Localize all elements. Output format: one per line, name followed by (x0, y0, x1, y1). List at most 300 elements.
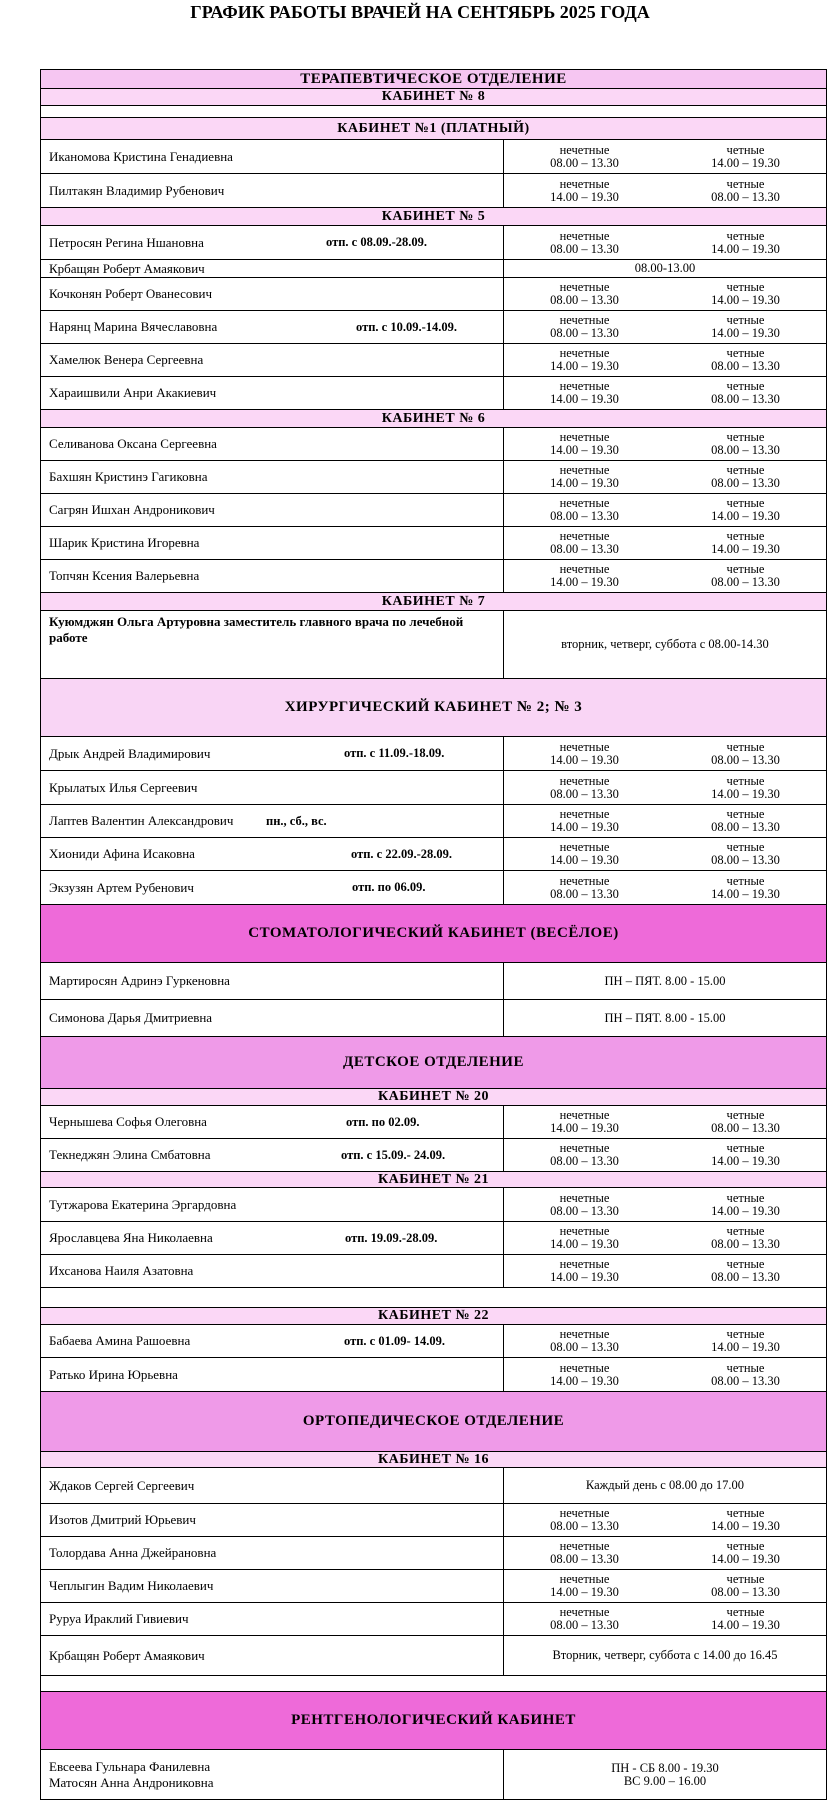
hours-cell (504, 527, 826, 559)
doctor-name (49, 385, 216, 401)
cabinet-header: КАБИНЕТ № 20 (41, 1088, 826, 1105)
doctor-name-cell (41, 1468, 504, 1503)
time-range: 14.00 – 19.30 (550, 189, 619, 204)
time-range: 08.00 – 13.30 (550, 241, 619, 256)
doctor-name (49, 746, 210, 762)
hours-cell (504, 963, 826, 999)
doctor-name (49, 469, 208, 485)
day-parity-label: четные (726, 773, 765, 788)
day-parity-label: нечетные (559, 280, 610, 294)
time-range: 14.00 – 19.30 (711, 1203, 780, 1218)
doctor-name (49, 502, 215, 518)
day-parity-label: четные (726, 1257, 765, 1271)
hours-cell (504, 771, 826, 804)
doctor-row (41, 1503, 826, 1536)
doctor-row (41, 493, 826, 526)
doctor-row (41, 460, 826, 493)
doctor-name-line: Иканомова Кристина Генадиевна (49, 148, 233, 164)
even-days-hours (665, 1106, 826, 1138)
hours-cell (504, 461, 826, 493)
even-days-hours (665, 771, 826, 804)
hours-line: ПН - СБ 8.00 - 19.30 (611, 1760, 719, 1775)
vacation-note: отп. с 22.09.-28.09. (351, 846, 453, 861)
doctor-name-line: Хараишвили Анри Акакиевич (49, 385, 217, 400)
time-range: 08.00 – 13.30 (711, 189, 780, 204)
even-days-hours (665, 838, 826, 870)
hours-text (504, 611, 826, 678)
day-parity-label: четные (726, 1141, 765, 1155)
day-parity-label: нечетные (559, 1257, 610, 1271)
day-parity-label: четные (726, 142, 765, 157)
doctor-name-line: Ихсанова Наиля Азатовна (49, 1263, 194, 1278)
doctor-name-cell (41, 1537, 504, 1569)
time-range: 14.00 – 19.30 (550, 359, 619, 373)
doctor-name-line: Крбащян Роберт Амаякович (49, 260, 205, 276)
doctor-name-cell (41, 1139, 504, 1171)
doctor-name-line: Ярославцева Яна Николаевна (49, 1230, 213, 1245)
time-range: 14.00 – 19.30 (550, 853, 619, 867)
doctor-name (49, 436, 217, 452)
time-range: 14.00 – 19.30 (711, 886, 780, 901)
blank-row (41, 1287, 826, 1307)
time-range: 08.00 – 13.30 (550, 1154, 619, 1168)
day-parity-label: нечетные (559, 1190, 610, 1205)
time-range: 08.00 – 13.30 (711, 359, 780, 373)
hours-cell (504, 1358, 826, 1391)
day-parity-label: нечетные (559, 430, 610, 444)
doctor-row (41, 1138, 826, 1171)
even-days-hours (665, 428, 826, 460)
doctor-name-line: Ратько Ирина Юрьевна (49, 1366, 178, 1382)
hours-cell (504, 494, 826, 526)
day-parity-label: нечетные (559, 739, 610, 754)
doctor-name-cell (41, 737, 504, 770)
even-days-hours (665, 1188, 826, 1221)
day-parity-label: нечетные (559, 176, 610, 191)
doctor-row (41, 870, 826, 904)
day-parity-label: четные (726, 529, 765, 543)
time-range: 08.00 – 13.30 (550, 1340, 619, 1354)
odd-days-hours (504, 871, 665, 904)
doctor-name (49, 183, 224, 199)
day-parity-label: четные (726, 430, 765, 444)
doctor-name (49, 1759, 214, 1791)
cabinet-header: КАБИНЕТ № 22 (41, 1307, 826, 1324)
even-days-hours (665, 1570, 826, 1602)
doctor-name-line: Топчян Ксения Валерьевна (49, 568, 200, 583)
day-parity-label: четные (726, 463, 765, 477)
day-parity-label: четные (726, 807, 765, 821)
doctor-name (49, 149, 233, 165)
doctor-name (49, 973, 230, 989)
doctor-name-cell (41, 1603, 504, 1635)
doctor-row (41, 1602, 826, 1635)
day-parity-label: нечетные (559, 1141, 610, 1155)
time-range: 14.00 – 19.30 (550, 1585, 619, 1599)
page-title: ГРАФИК РАБОТЫ ВРАЧЕЙ НА СЕНТЯБРЬ 2025 ГОДА (190, 2, 650, 22)
doctor-name-cell (41, 771, 504, 804)
time-range: 08.00 – 13.30 (550, 1519, 619, 1533)
day-parity-label: нечетные (559, 1108, 610, 1122)
hours-cell (504, 1325, 826, 1357)
odd-days-hours (504, 344, 665, 376)
vacation-note: отп. по 02.09. (346, 1114, 420, 1129)
day-parity-label: нечетные (559, 1224, 610, 1238)
day-parity-label: нечетные (559, 142, 610, 157)
time-range: 08.00 – 13.30 (711, 392, 780, 406)
even-days-hours (665, 278, 826, 310)
hours-cell (504, 344, 826, 376)
doctor-name-line: Пилтакян Владимир Рубенович (49, 182, 225, 198)
hours-line: вторник, четверг, суббота с 08.00-14.30 (561, 637, 769, 651)
blank-row (41, 105, 826, 117)
time-range: 08.00 – 13.30 (550, 293, 619, 307)
doctor-name-cell (41, 428, 504, 460)
doctor-name (49, 1333, 190, 1349)
cabinet-header: КАБИНЕТ №1 (ПЛАТНЫЙ) (41, 117, 826, 139)
time-range: 14.00 – 19.30 (550, 752, 619, 767)
hours-line: Вторник, четверг, суббота с 14.00 до 16.45 (552, 1648, 778, 1662)
time-range: 08.00 – 13.30 (550, 326, 619, 340)
doctor-name-line: Изотов Дмитрий Юрьевич (49, 1512, 196, 1527)
doctor-name (49, 1578, 213, 1594)
doctor-name-cell (41, 260, 504, 277)
doctor-name (49, 1512, 196, 1528)
day-parity-label: нечетные (559, 228, 610, 243)
even-days-hours (665, 1255, 826, 1287)
doctor-name-cell (41, 963, 504, 999)
time-range: 14.00 – 19.30 (711, 326, 780, 340)
doctor-name-line: Петросян Регина Ншановна (49, 234, 204, 250)
cabinet-header: КАБИНЕТ № 16 (41, 1451, 826, 1467)
hours-cell (504, 871, 826, 904)
doctor-row (41, 376, 826, 409)
hours-line: Каждый день с 08.00 до 17.00 (585, 1478, 745, 1492)
doctor-name (49, 286, 212, 302)
day-parity-label: четные (726, 1506, 765, 1520)
day-parity-label: нечетные (559, 1605, 610, 1619)
day-parity-label: нечетные (559, 1360, 610, 1375)
doctor-name-line: Толордава Анна Джейрановна (49, 1545, 217, 1560)
doctor-name-line: Чернышева Софья Олеговна (49, 1114, 207, 1129)
even-days-hours (665, 527, 826, 559)
doctor-row (41, 277, 826, 310)
hours-cell (504, 1106, 826, 1138)
hours-cell (504, 1255, 826, 1287)
doctor-row (41, 610, 826, 678)
time-range: 08.00 – 13.30 (550, 542, 619, 556)
day-parity-label: четные (726, 1539, 765, 1553)
day-parity-label: нечетные (559, 1539, 610, 1553)
doctor-name-cell (41, 1255, 504, 1287)
hours-cell (504, 737, 826, 770)
doctor-row (41, 259, 826, 277)
odd-days-hours (504, 805, 665, 837)
doctor-name-cell (41, 1750, 504, 1799)
doctor-name (49, 535, 199, 551)
day-parity-label: нечетные (559, 773, 610, 788)
time-range: 14.00 – 19.30 (711, 1552, 780, 1566)
doctor-name-line: Экзузян Артем Рубенович (49, 879, 194, 895)
time-range: 08.00 – 13.30 (711, 853, 780, 867)
doctor-name-cell (41, 1106, 504, 1138)
odd-days-hours (504, 737, 665, 770)
doctor-row (41, 804, 826, 837)
day-parity-label: четные (726, 379, 765, 393)
day-parity-label: четные (726, 228, 765, 243)
doctor-name-cell (41, 838, 504, 870)
cabinet-header: КАБИНЕТ № 8 (41, 88, 826, 105)
schedule-table (40, 69, 827, 1800)
day-parity-label: нечетные (559, 529, 610, 543)
doctor-name (49, 1230, 213, 1246)
odd-days-hours (504, 1222, 665, 1254)
time-range: 14.00 – 19.30 (711, 241, 780, 256)
doctor-name (49, 813, 233, 829)
day-parity-label: нечетные (559, 1506, 610, 1520)
even-days-hours (665, 560, 826, 592)
doctor-row (41, 999, 826, 1036)
doctor-name-line: Текнеджян Элина Смбатовна (49, 1147, 211, 1162)
even-days-hours (665, 871, 826, 904)
doctor-name (49, 1263, 193, 1279)
day-parity-label: нечетные (559, 313, 610, 327)
odd-days-hours (504, 461, 665, 493)
even-days-hours (665, 461, 826, 493)
vacation-note: отп. с 10.09.-14.09. (356, 319, 458, 334)
time-range: 08.00 – 13.30 (550, 1618, 619, 1632)
day-parity-label: четные (726, 1327, 765, 1341)
vacation-note: отп. с 01.09- 14.09. (344, 1333, 446, 1348)
day-parity-label: четные (726, 562, 765, 576)
odd-days-hours (504, 1106, 665, 1138)
odd-days-hours (504, 1570, 665, 1602)
doctor-name-line: Бабаева Амина Рашоевна (49, 1333, 191, 1348)
doctor-name-line: Лаптев Валентин Александрович (49, 813, 234, 828)
vacation-note: отп. по 06.09. (352, 880, 426, 894)
time-range: 14.00 – 19.30 (711, 1340, 780, 1354)
day-parity-label: четные (726, 1360, 765, 1375)
vacation-note: отп. с 11.09.-18.09. (344, 746, 445, 760)
even-days-hours (665, 311, 826, 343)
doctor-name-line: Хиониди Афина Исаковна (49, 846, 195, 861)
day-parity-label: четные (726, 1572, 765, 1586)
doctor-name (49, 880, 194, 896)
day-parity-label: нечетные (559, 496, 610, 510)
vacation-note: отп. с 08.09.-28.09. (326, 235, 428, 249)
even-days-hours (665, 140, 826, 173)
doctor-name-cell (41, 1000, 504, 1036)
doctor-name-cell (41, 377, 504, 409)
doctor-name-line: Бахшян Кристинэ Гагиковна (49, 469, 208, 484)
doctor-name (49, 1545, 216, 1561)
doctor-name-cell (41, 226, 504, 259)
doctor-name-cell (41, 461, 504, 493)
doctor-row (41, 1569, 826, 1602)
hours-cell (504, 1636, 826, 1675)
time-range: 14.00 – 19.30 (550, 476, 619, 490)
doctor-name-line: Куюмджян Ольга Артуровна заместитель главного врача по лечебной работе (49, 614, 464, 645)
doctor-row (41, 1254, 826, 1287)
even-days-hours (665, 226, 826, 259)
doctor-name (49, 1648, 205, 1664)
time-range: 14.00 – 19.30 (550, 443, 619, 457)
hours-cell (504, 1188, 826, 1221)
day-parity-label: нечетные (559, 873, 610, 888)
doctor-name-cell (41, 174, 504, 207)
time-range: 08.00 – 13.30 (550, 155, 619, 170)
vacation-note: пн., сб., вс. (266, 813, 327, 828)
doctor-name (49, 780, 197, 796)
odd-days-hours (504, 1537, 665, 1569)
doctor-name-line: Хамелюк Венера Сергеевна (49, 352, 204, 367)
hours-cell (504, 1603, 826, 1635)
doctor-row (41, 1105, 826, 1138)
hours-text (504, 260, 826, 277)
day-parity-label: четные (726, 496, 765, 510)
day-parity-label: четные (726, 176, 765, 191)
hours-cell (504, 1750, 826, 1799)
doctor-name-line: Сагрян Ишхан Андроникович (49, 502, 215, 517)
hours-cell (504, 838, 826, 870)
even-days-hours (665, 377, 826, 409)
time-range: 08.00 – 13.30 (550, 786, 619, 801)
doctor-row (41, 1749, 826, 1799)
doctor-row (41, 962, 826, 999)
hours-cell (504, 311, 826, 343)
doctor-name-line: Дрык Андрей Владимирович (49, 745, 211, 761)
day-parity-label: четные (726, 1605, 765, 1619)
doctor-name-cell (41, 560, 504, 592)
hours-line: ПН – ПЯТ. 8.00 - 15.00 (604, 973, 726, 988)
time-range: 14.00 – 19.30 (550, 820, 619, 834)
doctor-name-cell (41, 871, 504, 904)
doctor-name-line: Крылатых Илья Сергеевич (49, 779, 198, 795)
doctor-name (49, 1478, 194, 1494)
time-range: 14.00 – 19.30 (550, 1237, 619, 1251)
doctor-row (41, 173, 826, 207)
day-parity-label: четные (726, 1190, 765, 1205)
doctor-name-cell (41, 1636, 504, 1675)
even-days-hours (665, 805, 826, 837)
odd-days-hours (504, 527, 665, 559)
odd-days-hours (504, 428, 665, 460)
even-days-hours (665, 737, 826, 770)
odd-days-hours (504, 838, 665, 870)
hours-cell (504, 428, 826, 460)
even-days-hours (665, 494, 826, 526)
doctor-name (49, 352, 203, 368)
odd-days-hours (504, 377, 665, 409)
even-days-hours (665, 1358, 826, 1391)
doctor-name-cell (41, 527, 504, 559)
time-range: 14.00 – 19.30 (550, 1121, 619, 1135)
hours-cell (504, 611, 826, 678)
day-parity-label: нечетные (559, 379, 610, 393)
odd-days-hours (504, 1188, 665, 1221)
even-days-hours (665, 1325, 826, 1357)
doctor-row (41, 310, 826, 343)
time-range: 08.00 – 13.30 (711, 1373, 780, 1388)
day-parity-label: нечетные (559, 840, 610, 854)
hours-text (504, 1636, 826, 1675)
section-header: ОРТОПЕДИЧЕСКОЕ ОТДЕЛЕНИЕ (41, 1391, 826, 1451)
doctor-name-cell (41, 1570, 504, 1602)
even-days-hours (665, 1139, 826, 1171)
even-days-hours (665, 1222, 826, 1254)
time-range: 08.00 – 13.30 (711, 1270, 780, 1284)
hours-cell (504, 560, 826, 592)
time-range: 08.00 – 13.30 (711, 752, 780, 767)
odd-days-hours (504, 560, 665, 592)
doctor-name-line: Чеплыгин Вадим Николаевич (49, 1578, 214, 1593)
odd-days-hours (504, 278, 665, 310)
hours-cell (504, 1222, 826, 1254)
hours-cell (504, 260, 826, 277)
time-range: 14.00 – 19.30 (711, 542, 780, 556)
odd-days-hours (504, 226, 665, 259)
doctor-name-cell (41, 1504, 504, 1536)
day-parity-label: четные (726, 840, 765, 854)
odd-days-hours (504, 311, 665, 343)
doctor-name (49, 1367, 178, 1383)
hours-cell (504, 140, 826, 173)
blank-row (41, 1675, 826, 1691)
time-range: 14.00 – 19.30 (711, 1618, 780, 1632)
doctor-name-line: Крбащян Роберт Амаякович (49, 1647, 205, 1663)
time-range: 08.00 – 13.30 (711, 575, 780, 589)
doctor-name (49, 261, 205, 277)
doctor-name-cell (41, 278, 504, 310)
day-parity-label: четные (726, 346, 765, 360)
hours-cell (504, 1537, 826, 1569)
day-parity-label: четные (726, 1224, 765, 1238)
hours-cell (504, 805, 826, 837)
doctor-name (49, 568, 199, 584)
time-range: 08.00 – 13.30 (550, 1203, 619, 1218)
day-parity-label: нечетные (559, 1327, 610, 1341)
hours-text (504, 1468, 826, 1503)
odd-days-hours (504, 771, 665, 804)
doctor-row (41, 343, 826, 376)
doctor-row (41, 736, 826, 770)
even-days-hours (665, 1537, 826, 1569)
doctor-name (49, 1010, 212, 1026)
even-days-hours (665, 1504, 826, 1536)
day-parity-label: четные (726, 313, 765, 327)
time-range: 08.00 – 13.30 (711, 820, 780, 834)
time-range: 08.00 – 13.30 (550, 1552, 619, 1566)
day-parity-label: четные (726, 739, 765, 754)
time-range: 14.00 – 19.30 (711, 1519, 780, 1533)
doctor-row (41, 1635, 826, 1675)
hours-text (504, 1750, 826, 1799)
time-range: 14.00 – 19.30 (550, 392, 619, 406)
doctor-name-cell (41, 494, 504, 526)
odd-days-hours (504, 174, 665, 207)
vacation-note: отп. 19.09.-28.09. (345, 1230, 438, 1245)
doctor-name (49, 611, 503, 646)
doctor-row (41, 1536, 826, 1569)
doctor-name (49, 846, 195, 862)
doctor-name-cell (41, 1188, 504, 1221)
cabinet-header: КАБИНЕТ № 6 (41, 409, 826, 427)
time-range: 14.00 – 19.30 (550, 1270, 619, 1284)
cabinet-header: КАБИНЕТ № 5 (41, 207, 826, 225)
hours-cell (504, 377, 826, 409)
odd-days-hours (504, 1255, 665, 1287)
doctor-name-line: Нарянц Марина Вячеславовна (49, 319, 218, 334)
